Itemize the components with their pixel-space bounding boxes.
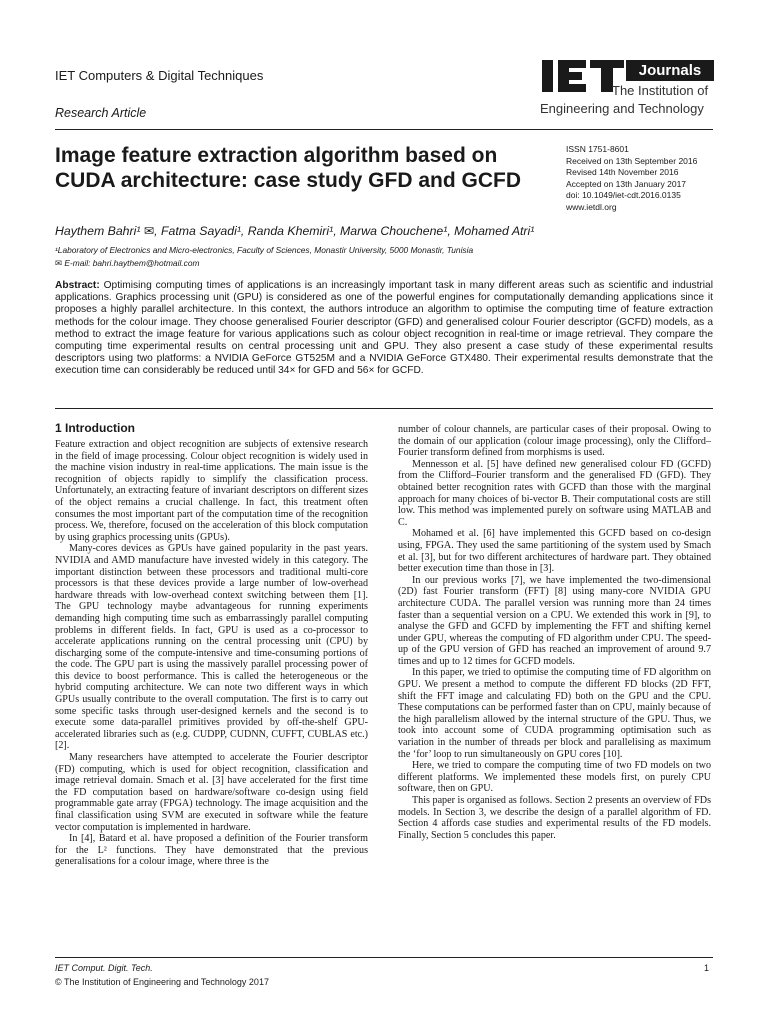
logo-institution-line2: Engineering and Technology <box>540 101 704 116</box>
paragraph: Here, we tried to compare the computing time of two FD models on two different platforms. We implemented these models first, on purely CPU software, then on GPU. <box>398 760 711 795</box>
paragraph: In this paper, we tried to optimise the computing time of FD algorithm on GPU. We present a method to compute the different FD blocks (2D FFT, shift the FFT image and calculating FD) both on the GPU and the CPU. These computations can be performed faster than on CPU, mainly because of the high parallelism allowed by the internal structure of the GPU. Thus, we took into account some of CUDA programming optimisation such as variation in the number of threads per block and parallelising as maximum the ‘for’ loop to run simultaneously on GPU cores [10]. <box>398 667 711 760</box>
paragraph: In our previous works [7], we have implemented the two-dimensional (2D) fast Fourier transform (FFT) [8] using many-core NVIDIA GPU architecture CUDA. The parallel version was running more than 24 times faster than a sequential version on a CPU. We extended this work in [9], to analyse the GFD and GCFD by implementing the FFT and shifting kernel under GPU, whereas the computing of FD algorithm under CPU. The speed-up of the GPU version of GFD has reached an improvement of around 9.7 times and up to 12 times for GCFD models. <box>398 574 711 667</box>
doi-link[interactable]: doi: 10.1049/iet-cdt.2016.0135 <box>566 190 681 201</box>
abstract-label: Abstract: <box>55 280 100 291</box>
paragraph: Many-cores devices as GPUs have gained popularity in the past years. NVIDIA and AMD manufacture have invested widely in this category. The important distinction between these processors and traditional multi-core processors is that these devices provide a large number of low-overhead hardware threads with low-overhead context switching between them [1]. The GPU technology maybe advantageous for running experiments demanding high computing time such as embarrassingly parallel computing problems in different fields. In fact, GPU is used as a co-processor to accelerate applications running on the central processing unit (CPU) by discharging some of the compute-intensive and time-consuming portions of the code. The GPU part is using the massively parallel processing power of this device to boost performance. This is called the heterogeneous or the hybrid computing architecture. We can note two different ways in which GPUs usually contribute to the overall computation. The first is to carry out some specific tasks through user-designed kernels and the second is to execute some data-parallel primitives provided by off-the-shelf GPU-accelerated libraries such as (e.g. CUDPP, CUDNN, CUFFT, CUBLAS etc.) [2]. <box>55 543 368 752</box>
logo-institution-line1: The Institution of <box>612 83 709 98</box>
paragraph: Feature extraction and object recognition are subjects of extensive research in the field of image processing. Colour object recognition is widely used in the machine vision industry in real-time applications. The main issue is the recognition of objects rapidly to simplify the classification process. Unfortunately, an extracting feature of invariant descriptors on different sizes of the object remains a crucial challenge. In fact, this treatment often consumes the most important part of the computation time of the recognition process. We, therefore, focused on the acceleration of this block computation by using graphics processing units (GPUs). <box>55 439 368 543</box>
corresponding-email[interactable]: ✉ E-mail: bahri.haythem@hotmail.com <box>55 258 200 268</box>
page-number: 1 <box>704 963 710 973</box>
author-list: Haythem Bahri¹ ✉, Fatma Sayadi¹, Randa Khemiri¹, Marwa Chouchene¹, Mohamed Atri¹ <box>55 224 535 238</box>
website-link[interactable]: www.ietdl.org <box>566 201 617 212</box>
accepted-date: Accepted on 13th January 2017 <box>566 178 687 189</box>
footer-copyright: © The Institution of Engineering and Technology 2017 <box>55 977 269 987</box>
journals-label: Journals <box>626 60 714 81</box>
abstract-divider <box>55 408 713 409</box>
paragraph: In [4], Batard et al. have proposed a definition of the Fourier transform for the L² functions. They have demonstrated that the previous generalisations for a colour image, where three is the <box>55 833 368 868</box>
paragraph: Many researchers have attempted to accelerate the Fourier descriptor (FD) computing, which is used for object recognition, classification and image retrieval domain. Smach et al. [3] have accelerated for the first time the FD computation based on hardware/software co-design using field programmable gate array (FPGA) technology. The image acquisition and the final classification using SVM are executed in software while the feature vector computation is implemented in hardware. <box>55 752 368 833</box>
body-column-left <box>55 439 368 868</box>
abstract-text: Optimising computing times of applications is an increasingly important task in many different areas such as scientific and industrial applications. Graphics processing unit (GPU) is considered as one of the powerful engines for computationally demanding applications since it proposes a highly parallel architecture. In this context, the authors introduce an algorithm to optimise the computing time of feature extraction methods for the colour image. They choose generalised Fourier descriptor (GFD) and generalised colour Fourier descriptor (GCFD) models, as a method to extract the image feature for various applications such as colour object recognition in real-time or image retrieval. They compare the computing time experimental results on central processing unit and GPU. They also present a case study of these experimental results descriptors using two platforms: a NVIDIA GeForce GT525M and a NVIDIA GeForce GTX480. Their experimental results demonstrate that the execution time can considerably be reduced until 34× for GFD and 56× for GCFD. <box>55 280 713 377</box>
section-heading-introduction: 1 Introduction <box>55 421 135 435</box>
article-meta <box>566 144 726 214</box>
iet-logo <box>540 58 714 124</box>
paper-title: Image feature extraction algorithm based on CUDA architecture: case study GFD and GCFD <box>55 144 521 192</box>
paragraph: Mohamed et al. [6] have implemented this GCFD based on co-design using, FPGA. They used the same partitioning of the system used by Smach et al. [3], but for two different architectures of hardware part. They obtained better execution time than those in [3]. <box>398 528 711 575</box>
body-column-right <box>398 424 711 841</box>
header-divider <box>55 129 713 130</box>
affiliation: ¹Laboratory of Electronics and Micro-electronics, Faculty of Sciences, Monastir University, 5000 Monastir, Tunisia <box>55 245 474 255</box>
received-date: Received on 13th September 2016 <box>566 155 698 166</box>
paragraph: number of colour channels, are particular cases of their proposal. Owing to the domain of our application (colour image processing), only the Clifford–Fourier transform defined from morphisms is used. <box>398 424 711 459</box>
paragraph: This paper is organised as follows. Section 2 presents an overview of FDs models. In Section 3, we describe the design of a parallel algorithm of FD. Section 4 affords case studies and experimental results of the FD models. Finally, Section 5 concludes this paper. <box>398 795 711 841</box>
revised-date: Revised 14th November 2016 <box>566 167 679 178</box>
paragraph: Mennesson et al. [5] have defined new generalised colour FD (GCFD) from the Clifford–Fourier transform and the generalised FD (GFD). They obtained better recognition rates with GCFD than those with the marginal approach for many choices of bi-vector B. Their computational costs are still low. This method was implemented purely on software using MATLAB and C. <box>398 458 711 528</box>
footer-divider <box>55 957 713 958</box>
issn: ISSN 1751-8601 <box>566 144 629 154</box>
article-type: Research Article <box>55 106 147 120</box>
footer-citation: IET Comput. Digit. Tech. <box>55 963 153 973</box>
abstract <box>55 280 713 378</box>
journal-name: IET Computers & Digital Techniques <box>55 68 264 83</box>
